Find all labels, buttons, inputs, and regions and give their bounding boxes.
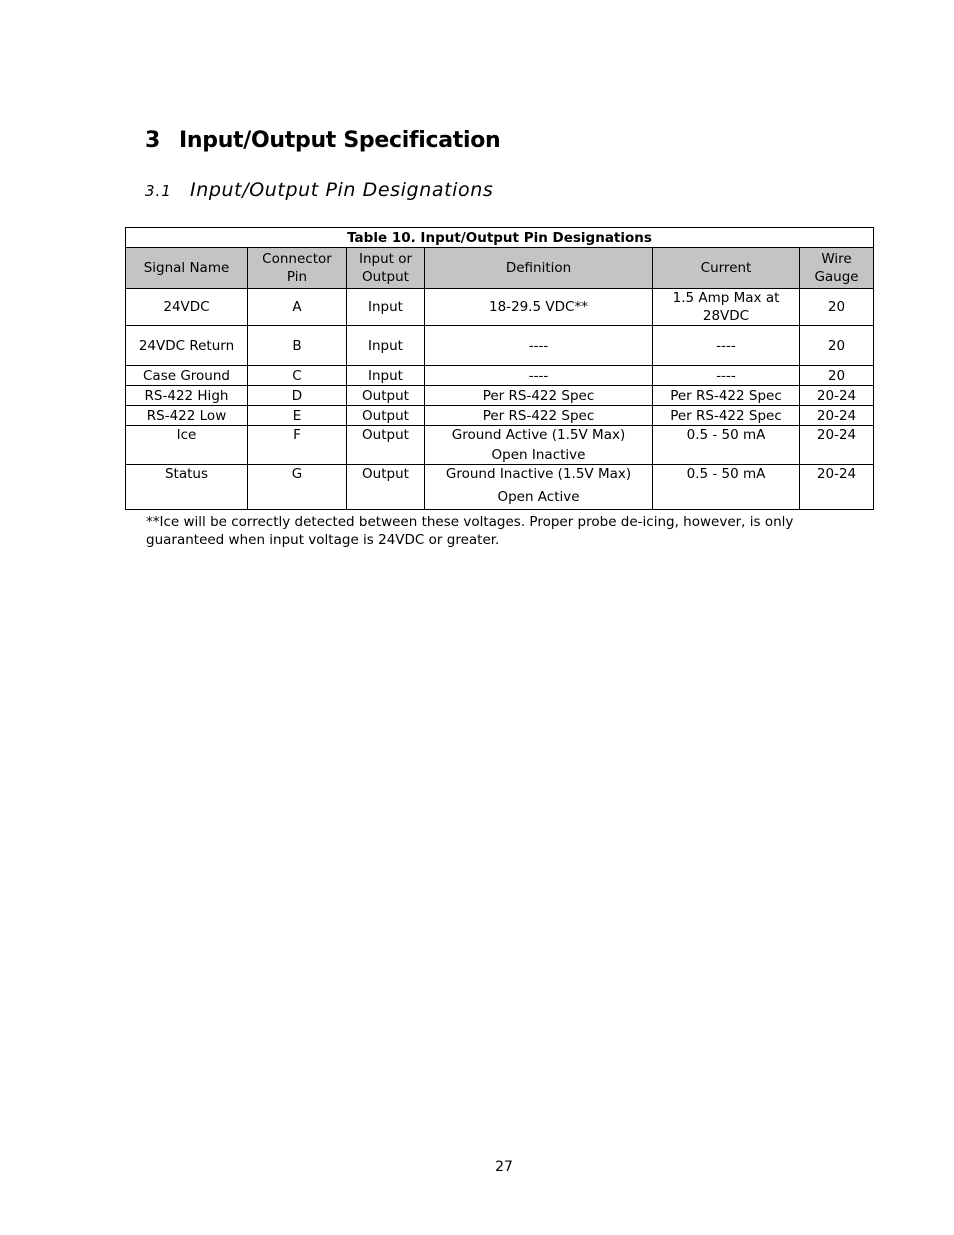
cell-pin: G bbox=[248, 465, 347, 510]
cell-definition: Per RS-422 Spec bbox=[425, 386, 653, 406]
column-header-input-output: Input or Output bbox=[347, 248, 425, 289]
cell-gauge: 20-24 bbox=[800, 386, 874, 406]
cell-signal: 24VDC bbox=[126, 289, 248, 326]
cell-current: 0.5 - 50 mA bbox=[653, 465, 800, 510]
cell-definition: ---- bbox=[425, 366, 653, 386]
column-header-definition: Definition bbox=[425, 248, 653, 289]
cell-current: ---- bbox=[653, 366, 800, 386]
cell-pin: F bbox=[248, 426, 347, 465]
cell-current: Per RS-422 Spec bbox=[653, 386, 800, 406]
cell-io: Output bbox=[347, 465, 425, 510]
pin-designations-table bbox=[125, 227, 874, 510]
cell-gauge: 20 bbox=[800, 289, 874, 326]
cell-definition: Per RS-422 Spec bbox=[425, 406, 653, 426]
cell-gauge: 20-24 bbox=[800, 406, 874, 426]
subsection-title: Input/Output Pin Designations bbox=[190, 179, 494, 201]
column-header-signal-name: Signal Name bbox=[126, 248, 248, 289]
table-row bbox=[126, 326, 874, 366]
footnote-line: guaranteed when input voltage is 24VDC or greater. bbox=[146, 532, 500, 548]
table-caption: Table 10. Input/Output Pin Designations bbox=[126, 228, 874, 248]
table-row bbox=[126, 386, 874, 406]
cell-io: Output bbox=[347, 406, 425, 426]
cell-definition: Ground Active (1.5V Max) Open Inactive bbox=[425, 426, 653, 465]
cell-signal: Ice bbox=[126, 426, 248, 465]
cell-current: Per RS-422 Spec bbox=[653, 406, 800, 426]
column-header-wire-gauge: Wire Gauge bbox=[800, 248, 874, 289]
table-header-row bbox=[126, 248, 874, 289]
cell-pin: C bbox=[248, 366, 347, 386]
cell-gauge: 20-24 bbox=[800, 465, 874, 510]
section-heading bbox=[145, 128, 500, 153]
column-header-current: Current bbox=[653, 248, 800, 289]
column-header-connector-pin: Connector Pin bbox=[248, 248, 347, 289]
cell-signal: 24VDC Return bbox=[126, 326, 248, 366]
cell-current: ---- bbox=[653, 326, 800, 366]
cell-io: Output bbox=[347, 386, 425, 406]
section-title: Input/Output Specification bbox=[179, 128, 501, 153]
cell-pin: A bbox=[248, 289, 347, 326]
cell-signal: RS-422 Low bbox=[126, 406, 248, 426]
cell-current: 0.5 - 50 mA bbox=[653, 426, 800, 465]
cell-io: Input bbox=[347, 289, 425, 326]
cell-io: Input bbox=[347, 326, 425, 366]
table-row bbox=[126, 426, 874, 465]
table-footnote bbox=[146, 513, 846, 549]
cell-signal: RS-422 High bbox=[126, 386, 248, 406]
subsection-heading bbox=[145, 179, 493, 201]
cell-gauge: 20 bbox=[800, 366, 874, 386]
cell-pin: D bbox=[248, 386, 347, 406]
table-row bbox=[126, 289, 874, 326]
cell-signal: Status bbox=[126, 465, 248, 510]
cell-io: Output bbox=[347, 426, 425, 465]
section-number: 3 bbox=[145, 128, 161, 153]
table-row bbox=[126, 465, 874, 510]
table-row bbox=[126, 366, 874, 386]
cell-pin: E bbox=[248, 406, 347, 426]
table-row bbox=[126, 406, 874, 426]
cell-definition: Ground Inactive (1.5V Max) Open Active bbox=[425, 465, 653, 510]
cell-pin: B bbox=[248, 326, 347, 366]
cell-definition: ---- bbox=[425, 326, 653, 366]
cell-current: 1.5 Amp Max at 28VDC bbox=[653, 289, 800, 326]
footnote-line: **Ice will be correctly detected between these voltages. Proper probe de-icing, however, is only bbox=[146, 514, 794, 530]
cell-io: Input bbox=[347, 366, 425, 386]
page-number: 27 bbox=[495, 1159, 513, 1175]
cell-definition: 18-29.5 VDC** bbox=[425, 289, 653, 326]
cell-gauge: 20-24 bbox=[800, 426, 874, 465]
subsection-number: 3.1 bbox=[145, 182, 172, 200]
cell-signal: Case Ground bbox=[126, 366, 248, 386]
cell-gauge: 20 bbox=[800, 326, 874, 366]
